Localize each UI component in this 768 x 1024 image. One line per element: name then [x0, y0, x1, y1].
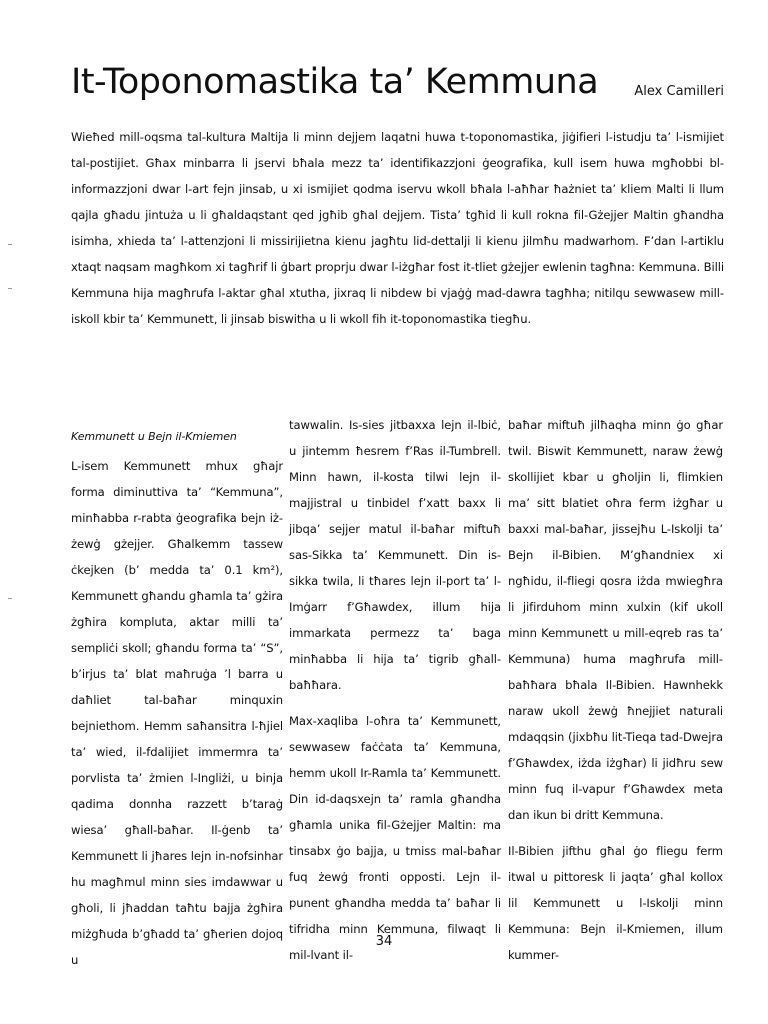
column-1 — [71, 425, 283, 983]
article-author: Alex Camilleri — [634, 84, 724, 99]
margin-mark — [8, 598, 12, 599]
column-2-paragraph-2: Max-xaqliba l-oħra ta’ Kemmunett, sewwasew faċċata ta’ Kemmuna, hemm ukoll Ir-Ramla ta’ Kemmunett. Din id-daqsxejn ta’ ramla għandha għamla unika fil-Gżejjer Maltin: ma tinsabx ġo bajja, u tmiss mal-baħar fuq żewġ fronti opposti. Lejn il-punent għandha medda ta’ baħar li tifridha minn Kemmuna, filwaqt li mil-lvant il- — [289, 714, 501, 962]
column-2 — [289, 412, 501, 978]
margin-mark — [8, 244, 12, 245]
column-3-paragraph-1: baħar miftuħ jilħaqha minn ġo għar twil. Biswit Kemmunett, naraw żewġ skollijiet kbar u għoljin li, flimkien ma’ sitt blatiet oħra ferm iżgħar u baxxi mal-baħar, jissejħu L-Iskolji ta’ Bejn il-Bibien. M’għandniex xi ngħidu, il-fliegi qosra iżda mwiegħra li jifirduhom minn xulxin (kif ukoll minn Kemmunett u mill-eqreb ras ta’ Kemmuna) huma magħrufa mill-baħħara bħala Il-Bibien. Hawnhekk naraw ukoll żewġ ħnejjiet naturali mdaqqsin (jixbħu lit-Tieqa tad-Dwejra f’Għawdex, iżda iżgħar) li jidħru sew minn fuq il-vapur f’Għawdex meta dan ikun bi dritt Kemmuna. — [508, 418, 723, 822]
column-1-text: L-isem Kemmunett mhux għajr forma diminuttiva ta’ “Kemmuna”, minħabba r-rabta ġeografika bejn iż-żewġ gżejjer. Għalkemm tassew ċkejken (b’ medda ta’ 0.1 km²), Kemmunett għandu għamla ta’ gżira żgħira kompluta, aktar milli ta’ sempliċi skoll; għandu forma ta’ “S”, b’irjus ta’ blat maħruġa ’l barra u daħliet tal-baħar minquxin bejniethom. Hemm saħansitra l-ħjiel ta’ wied, il-fdalijiet immermra ta’ porvlista ta’ żmien l-Ingliżi, u binja qadima donnha razzett b’taraġ wiesa’ għall-baħar. Il-ġenb ta’ Kemmunett li jħares lejn in-nofsinhar hu magħmul minn sies imdawwar u għoli, li jħaddan taħtu bajja żgħira miżgħuda b’għadd ta’ għerien dojoq u — [71, 459, 283, 967]
page-number: 34 — [375, 934, 393, 949]
column-3 — [508, 412, 723, 978]
column-3-paragraph-2: Il-Bibien jifthu għal ġo fliegu ferm itwal u pittoresk li jaqta’ għal kollox lil Kemmunett u l-Iskolji minn Kemmuna: Bejn il-Kmiemen, illum kummer- — [508, 844, 723, 962]
intro-paragraph: Wieħed mill-oqsma tal-kultura Maltija li minn dejjem laqatni huwa t-toponomastika, jiġifieri l-istudju ta’ l-ismijiet tal-postijiet. Għax minbarra li jservi bħala mezz ta’ identifikazzjoni ġeografika, kull isem huwa mgħobbi bl-informazzjoni dwar l-art fejn jinsab, u xi ismijiet qodma iservu wkoll bħala l-aħħar ħażniet ta’ kliem Malti li llum qajla għadu jintuża u li għaldaqstant qed jgħib għal dejjem. Tista’ tgħid li kull rokna fil-Gżejjer Maltin għandha isimha, xhieda ta’ l-attenzjoni li missirijietna kienu jagħtu lid-dettalji li kienu jilmħu madwarhom. F’dan l-artiklu xtaqt naqsam magħkom xi tagħrif li ġbart proprju dwar l-iżgħar fost it-tliet gżejjer ewlenin tagħna: Kemmuna. Billi Kemmuna hija magħrufa l-aktar għal xtutha, jixraq li nibdew bi vjaġġ mad-dawra tagħha; nitilqu sewwasew mill-iskoll kbir ta’ Kemmunett, li jinsab biswitha u li wkoll fih it-toponomastika tiegħu. — [71, 130, 724, 326]
article-title: It-Toponomastika ta’ Kemmuna — [71, 62, 599, 102]
margin-mark — [8, 288, 12, 289]
section-heading: Kemmunett u Bejn il-Kmiemen — [71, 430, 237, 443]
column-2-paragraph-1: tawwalin. Is-sies jitbaxxa lejn il-lbiċ, u jintemm ħesrem f’Ras il-Tumbrell. Minn hawn, il-kosta tilwi lejn il-majjistral u tinbidel f’xatt baxx li jibqa’ sejjer matul il-baħar miftuħ sas-Sikka ta’ Kemmunett. Din is-sikka twila, li tħares lejn il-port ta’ l-Imġarr f’Għawdex, illum hija immarkata permezz ta’ baga minħabba li hija ta’ tigrib għall-baħħara. — [289, 418, 501, 692]
